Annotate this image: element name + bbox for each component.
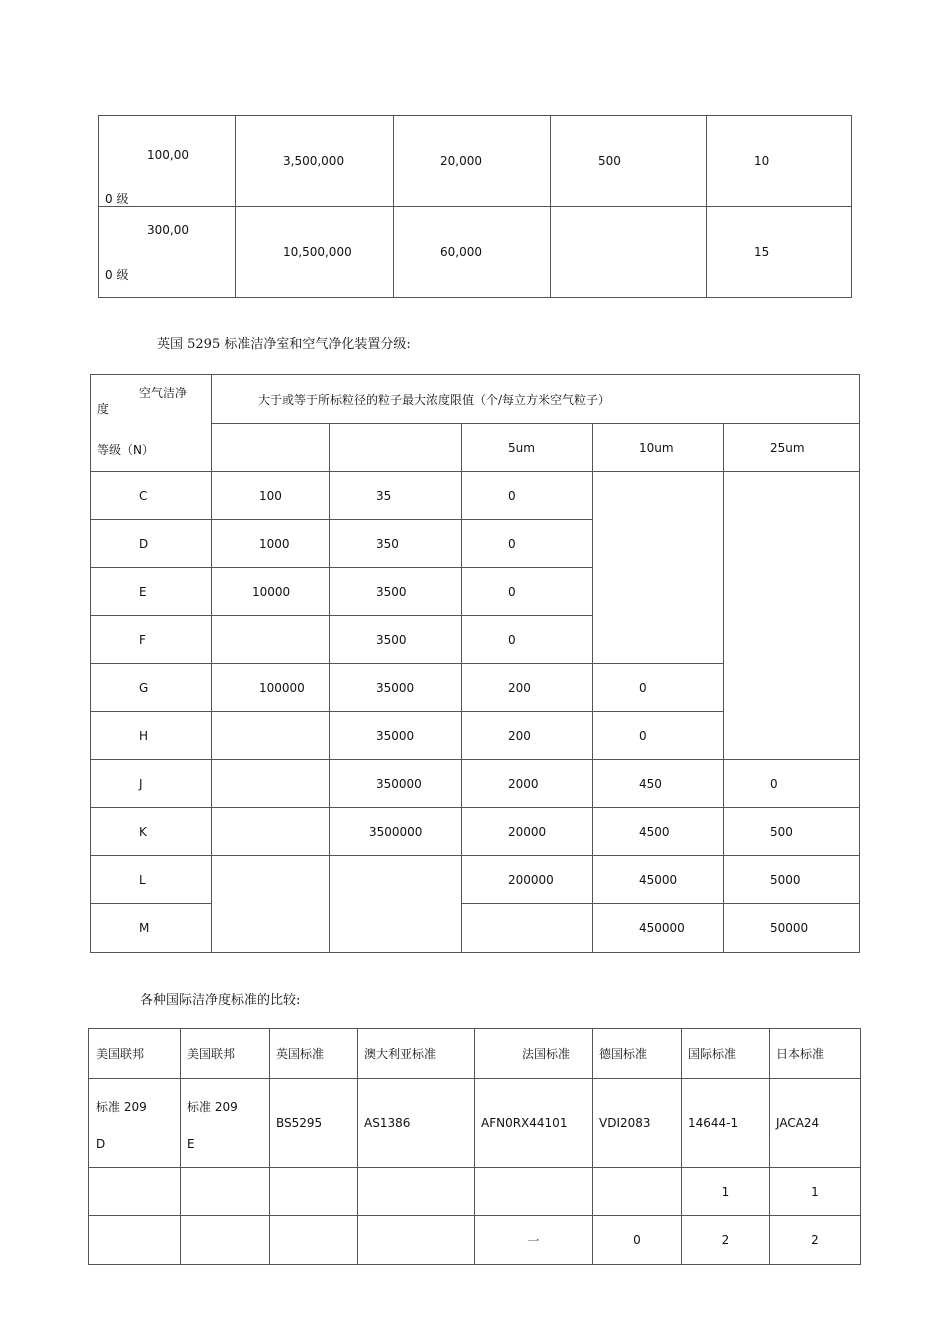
table-cell: 35000 [330,664,462,712]
table-cell: 1 [770,1168,861,1216]
empty-merged-cell [724,472,860,760]
table-cell: 15 [707,207,852,298]
table-cell: 200 [462,664,593,712]
table-row [91,808,860,856]
code-cell: JACA24 [770,1079,861,1168]
table-header-row [89,1029,861,1079]
table-row [91,904,860,953]
code-cell: VDI2083 [593,1079,682,1168]
class-label: G [91,664,212,712]
class-header-line2: 度 [97,402,110,416]
class-label: K [91,808,212,856]
header-cell: 澳大利亚标准 [358,1029,475,1079]
code-line2: E [187,1137,195,1151]
table-cell [593,1168,682,1216]
size-header-cell: 10um [593,424,724,472]
table-cell: 0 [724,760,860,808]
table-cell: 1000 [212,520,330,568]
table-cell: 0 [462,568,593,616]
table-cell [212,808,330,856]
table-row [89,1168,861,1216]
table-cell [270,1168,358,1216]
table-cell: 0 [593,1216,682,1265]
header-cell: 法国标准 [475,1029,593,1079]
code-cell: AS1386 [358,1079,475,1168]
standards-comparison-table [88,1028,861,1265]
table-cell [181,1216,270,1265]
class-label: H [91,712,212,760]
table-cell: 3500 [330,568,462,616]
class-value: 100,00 [147,148,189,162]
table-cell: 60,000 [394,207,551,298]
table-cell: 0 [462,472,593,520]
table-cell [551,207,707,298]
class-header-line3: 等级（N） [97,443,154,457]
table-cell [462,904,593,953]
caption-comparison: 各种国际洁净度标准的比较: [140,993,301,1008]
table-cell: 0 [462,616,593,664]
table-cell: 200 [462,712,593,760]
table-cell [212,760,330,808]
table-cell [181,1168,270,1216]
code-line2: D [96,1137,106,1151]
table-cell: 35000 [330,712,462,760]
table-cell [358,1168,475,1216]
class-label: M [91,904,212,953]
class-cell [99,207,236,298]
table-cell: 20000 [462,808,593,856]
table-cell [270,1216,358,1265]
code-cell [181,1079,270,1168]
concentration-header: 大于或等于所标粒径的粒子最大浓度限值（个/每立方米空气粒子） [212,375,860,424]
header-cell: 德国标准 [593,1029,682,1079]
table-cell [358,1216,475,1265]
table-cell [89,1216,181,1265]
cleanroom-class-table-top [98,115,852,298]
empty-merged-cell [212,856,330,953]
table-row [91,760,860,808]
table-cell: 35 [330,472,462,520]
table-row [89,1079,861,1168]
class-label: F [91,616,212,664]
table-cell [212,616,330,664]
table-cell: 100000 [212,664,330,712]
code-cell: BS5295 [270,1079,358,1168]
table-cell: 50000 [724,904,860,953]
table-cell: 1 [682,1168,770,1216]
table-cell: 一 [475,1216,593,1265]
table-header-row [91,375,860,424]
table-cell: 3500000 [330,808,462,856]
empty-merged-cell [330,856,462,953]
class-cell [99,116,236,207]
header-cell: 国际标准 [682,1029,770,1079]
table-cell: 450000 [593,904,724,953]
class-label: E [91,568,212,616]
class-label: D [91,520,212,568]
code-cell: AFN0RX44101 [475,1079,593,1168]
header-cell: 美国联邦 [181,1029,270,1079]
header-cell: 日本标准 [770,1029,861,1079]
header-cell: 美国联邦 [89,1029,181,1079]
table-cell: 2 [770,1216,861,1265]
table-cell [89,1168,181,1216]
table-cell: 100 [212,472,330,520]
table-cell: 0 [593,712,724,760]
table-cell: 10000 [212,568,330,616]
code-cell: 14644-1 [682,1079,770,1168]
class-unit: 0 级 [105,268,129,282]
table-cell: 10 [707,116,852,207]
table-cell: 45000 [593,856,724,904]
table-cell: 10,500,000 [236,207,394,298]
class-label: J [91,760,212,808]
bs5295-class-table [90,374,860,953]
table-cell: 0 [462,520,593,568]
table-cell: 2000 [462,760,593,808]
code-cell [89,1079,181,1168]
table-cell: 500 [724,808,860,856]
table-cell: 0 [593,664,724,712]
class-header-cell [91,375,212,472]
size-header-cell: 5um [462,424,593,472]
table-row [91,472,860,520]
table-cell: 500 [551,116,707,207]
table-cell [212,712,330,760]
caption-bs5295: 英国 5295 标准洁净室和空气净化装置分级: [157,337,411,352]
table-cell: 3,500,000 [236,116,394,207]
class-unit: 0 级 [105,192,129,206]
class-header-line1: 空气洁净 [139,386,188,400]
table-row [89,1216,861,1265]
table-row [91,856,860,904]
table-cell [475,1168,593,1216]
table-cell: 450 [593,760,724,808]
table-cell: 200000 [462,856,593,904]
size-header-cell [330,424,462,472]
table-row [99,116,852,207]
table-cell: 4500 [593,808,724,856]
code-line1: 标准 209 [96,1100,147,1114]
table-cell: 3500 [330,616,462,664]
class-label: C [91,472,212,520]
table-cell: 350000 [330,760,462,808]
class-label: L [91,856,212,904]
size-header-cell: 25um [724,424,860,472]
table-cell: 20,000 [394,116,551,207]
table-cell: 2 [682,1216,770,1265]
table-row [99,207,852,298]
header-cell: 英国标准 [270,1029,358,1079]
class-value: 300,00 [147,223,189,237]
code-line1: 标准 209 [187,1100,238,1114]
table-cell: 350 [330,520,462,568]
size-header-cell [212,424,330,472]
table-cell: 5000 [724,856,860,904]
empty-merged-cell [593,472,724,664]
